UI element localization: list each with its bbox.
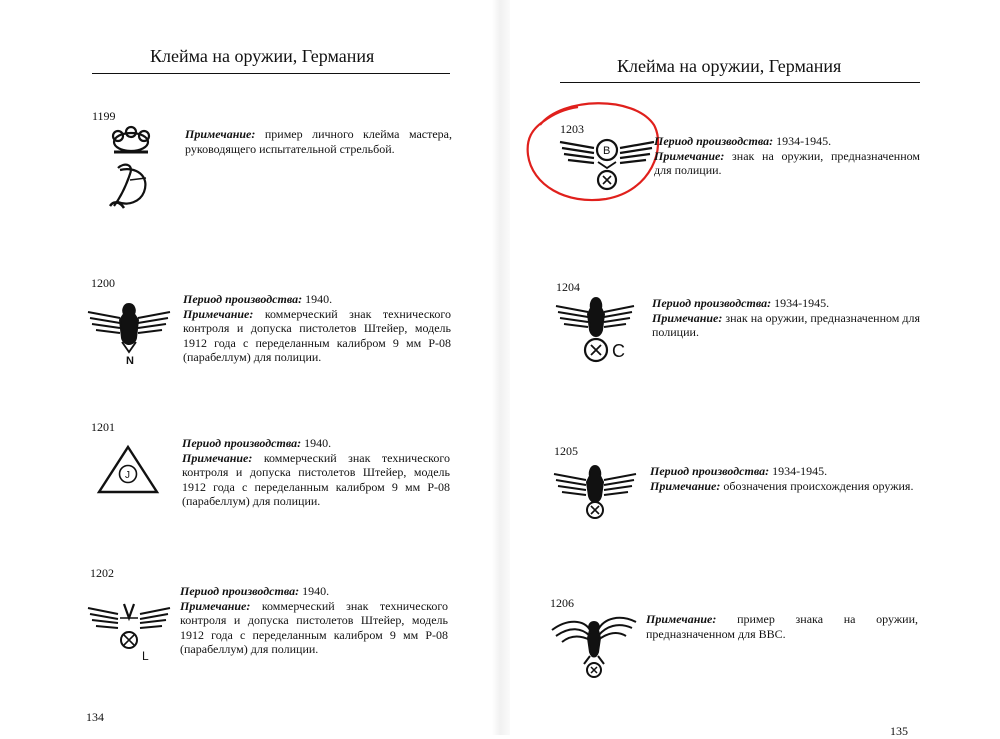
crown-gothic-d-mark-icon xyxy=(100,122,162,214)
entry-text xyxy=(183,292,451,365)
entry-text xyxy=(185,127,452,156)
title-rule xyxy=(560,82,920,83)
entry-text xyxy=(652,296,920,340)
note-text: знак на оружии, предназначенном для полиции. xyxy=(652,310,920,339)
entry-number: 1202 xyxy=(90,566,114,580)
entry-number: 1206 xyxy=(550,596,574,610)
entry-text xyxy=(180,584,448,657)
note-label: Примечание: xyxy=(182,450,253,465)
note-text: коммерческий знак технического контроля и допуска пистолетов Штейер, модель 1912 года с переделанным калибром 9 мм Р-08 (парабеллум) для полиции. xyxy=(182,450,450,508)
period-label: Период производства: xyxy=(183,292,303,306)
page-number: 134 xyxy=(86,710,104,724)
entry-number: 1205 xyxy=(554,444,578,458)
period-value: 1940. xyxy=(302,584,330,598)
red-circle-annotation xyxy=(522,95,664,205)
entry-text xyxy=(654,134,920,178)
note-text: пример личного клейма мастера, руководящего испытательной стрельбой. xyxy=(185,127,453,156)
entry-number: 1200 xyxy=(91,276,115,290)
entry-number: 1203 xyxy=(560,122,584,136)
note-label: Примечание: xyxy=(180,598,251,613)
period-label: Период производства: xyxy=(650,464,770,478)
page-title: Клейма на оружии, Германия xyxy=(150,46,375,66)
title-rule xyxy=(92,73,450,74)
mark-letter: L xyxy=(142,649,149,663)
note-label: Примечание: xyxy=(183,306,254,321)
note-text: знак на оружии, предназначенном для полиции. xyxy=(654,148,921,177)
note-text: коммерческий знак технического контроля и допуска пистолетов Штейер, модель 1912 года с переделанным калибром 9 мм Р-08 (парабеллум) для полиции. xyxy=(180,598,448,656)
note-label: Примечание: xyxy=(654,148,725,163)
entry-text xyxy=(650,464,920,493)
note-label: Примечание: xyxy=(652,310,723,325)
mark-letter: J xyxy=(125,470,130,481)
eagle-l-mark-icon xyxy=(86,600,172,664)
entry-number: 1204 xyxy=(556,280,580,294)
period-value: 1934-1945. xyxy=(776,134,832,148)
eagle-mark-icon xyxy=(552,462,638,522)
eagle-c-mark-icon xyxy=(554,294,646,366)
page-title: Клейма на оружии, Германия xyxy=(617,56,842,76)
right-page xyxy=(500,0,1000,738)
mark-letter: B xyxy=(603,145,611,157)
page-number: 135 xyxy=(890,724,908,738)
period-label: Период производства: xyxy=(652,296,772,310)
entry-number: 1201 xyxy=(91,420,115,434)
note-text: обозначения происхождения оружия. xyxy=(723,478,914,493)
eagle-n-mark-icon xyxy=(86,298,172,368)
mark-letter: C xyxy=(612,341,625,361)
note-text: коммерческий знак технического контроля и допуска пистолетов Штейер, модель 1912 года с переделанным калибром 9 мм Р-08 (парабеллум) для полиции. xyxy=(183,306,451,364)
period-value: 1934-1945. xyxy=(772,464,828,478)
entry-text xyxy=(646,612,918,641)
period-label: Период производства: xyxy=(182,436,302,450)
period-label: Период производства: xyxy=(654,134,774,148)
note-text: пример знака на оружии, предназначенном для ВВС. xyxy=(646,612,919,641)
triangle-j-mark-icon xyxy=(96,444,160,498)
period-value: 1934-1945. xyxy=(774,296,830,310)
entry-text xyxy=(182,436,450,509)
note-label: Примечание: xyxy=(650,478,721,493)
period-value: 1940. xyxy=(304,436,332,450)
left-page xyxy=(0,0,500,735)
note-label: Примечание: xyxy=(185,127,256,141)
period-label: Период производства: xyxy=(180,584,300,598)
luftwaffe-eagle-mark-icon xyxy=(548,608,640,682)
note-label: Примечание: xyxy=(646,612,717,626)
period-value: 1940. xyxy=(305,292,333,306)
mark-letter: N xyxy=(126,355,134,367)
entry-number: 1199 xyxy=(92,109,116,123)
